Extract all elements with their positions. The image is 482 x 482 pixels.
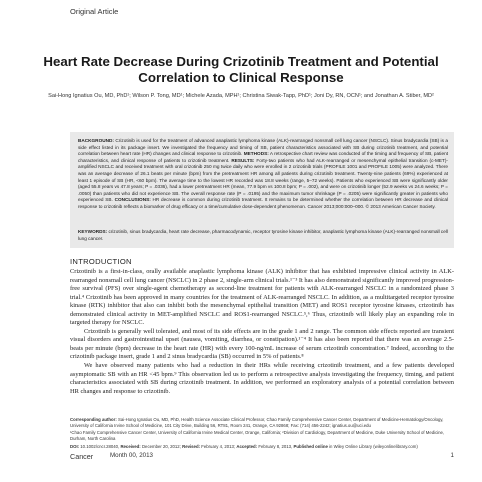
intro-paragraph-1: Crizotinib is a first-in-class, orally available anaplastic lymphoma kinase (ALK) inhibitor that has exhibited impressive clinical activity in ALK-rearranged nonsmall cell lung cancer (NSCLC) in 2 phase 2, single-arm clinical trials.¹⁻³ It has also demonstrated significantly improved progression-free survival (PFS) over single-agent chemotherapy as second-line treatment for patients with ALK-rearranged NSCLC in a randomized phase 3 trial.⁴ Crizotinib has been approved in many countries for the treatment of ALK-rearranged NSCLC. In addition, as a multitargeted receptor tyrosine kinase (RTK) inhibitor that also can inhibit both the mesenchymal epithelial transition (MET) and ROS1 receptor tyrosine kinases, crizotinib has demonstrated clinical activity in MET-amplified NSCLC and ROS1-rearranged NSCLC.⁵,⁶ Thus, crizotinib will likely play an expanding role in targeted therapy for NSCLC. — [70, 268, 454, 327]
affiliations: ¹Chao Family Comprehensive Cancer Center, University of California Irvine Medical Center, Orange, California; ²Division of Cardiology, Department of Medicine, Duke University School of Medicine, Durham, North Carolina — [70, 430, 445, 442]
keywords-label: KEYWORDS: — [78, 229, 108, 234]
results-text: Forty-two patients who had ALK-rearranged or mesenchymal epithelial transition (c-MET)-amplified NSCLC and received treatment with oral crizotinib 250 mg twice daily who were enrolled in 2 crizotinib trials (PROFILE 1001 and PROFILE 1005) were analyzed. There was an average decrease of 26.1 beats per minute (bpm) from the pretreatment HR among all patients during crizotinib treatment. Twenty-nine patients (69%) experienced at least 1 episode of SB (HR, <60 bpm). The average time to the lowest HR recorded was 18.8 weeks (range, 5–72 weeks). Patients who experienced SB were significantly older (aged 55.8 years vs 47.8 years; P = .0336), had a lower pretreatment HR (mean, 77.9 bpm vs 100.8 bpm; P = .002), and were on crizotinib longer (52.9 weeks vs 24.6 weeks; P = .0050) than patients who did not experience SB. The overall response rate (P = .0195) and the maximum tumor shrinkage (P = .0205) were significantly greater in patients who experienced SB. — [78, 157, 448, 203]
methods-label: METHODS: — [243, 151, 269, 157]
introduction-heading: INTRODUCTION — [70, 257, 132, 266]
abstract-text — [78, 138, 448, 211]
article-type-label: Original Article — [70, 7, 119, 16]
keywords — [78, 229, 448, 242]
abstract-box — [70, 132, 454, 248]
corresponding-author — [70, 417, 454, 428]
accepted-label: Accepted: — [236, 443, 258, 449]
corresponding-text: Sai-Hong Ignatius Ou, MD, PhD, Health Science Associate Clinical Professor, Chao Family Comprehensive Cancer Center, Department of Medicine-Hematology/Oncology, University of California Irvine School of Medicine, 101 City Drive, Building 56, RT81, Room 241, Orange, CA 92868; Fax: (714) 456-2242; ignatius.ou@uci.edu — [70, 417, 444, 428]
page-footer — [70, 452, 454, 462]
footer-journal-name: Cancer — [70, 452, 94, 461]
accepted-value: February 8, 2013, — [258, 443, 293, 449]
revised-label: Revised: — [182, 443, 201, 449]
author-list: Sai-Hong Ignatius Ou, MD, PhD¹; Wilson P. Tong, MD¹; Michele Azada, MPH¹; Christina Siwak-Tapp, PhD¹; Joni Dy, RN, OCN¹; and Jonathan A. Stiber, MD² — [48, 93, 434, 99]
article-history — [70, 444, 454, 450]
introduction-body — [70, 268, 454, 396]
abstract-citation: Cancer 2013;000:000–000. © 2013 American Cancer Society. — [307, 203, 436, 209]
conclusions-label: CONCLUSIONS: — [114, 197, 151, 203]
doi-label: DOI: — [70, 443, 80, 449]
article-title: Heart Rate Decrease During Crizotinib Treatment and Potential Correlation to Clinical Response — [43, 54, 439, 85]
keywords-text: crizotinib, sinus bradycardia, heart rate decrease, pharmacodynamic, receptor tyrosine kinase inhibitor, anaplastic lymphoma kinase (ALK)-rearranged nonsmall cell lung cancer. — [78, 229, 448, 241]
received-value: December 20, 2012; — [141, 443, 181, 449]
published-value: in Wiley Online Library (wileyonlinelibrary.com) — [329, 443, 418, 449]
received-label: Received: — [120, 443, 141, 449]
page-number: 1 — [450, 452, 454, 459]
doi-value: 10.1002/cncr.28040, — [80, 443, 120, 449]
conclusions-text: HR decrease is common during crizotinib treatment. It remains to be determined whether the correlation between HR decrease and clinical response to crizotinib reflects a biomarker of drug efficacy or a time/cumulative dose-dependent phenomenon. — [78, 197, 448, 209]
corresponding-label: Corresponding author: — [70, 417, 117, 422]
methods-text: A retrospective chart review was conducted of the timing and frequency of SB, patient characteristics, and clinical response of patients to crizotinib treatment. — [78, 151, 448, 163]
published-label: Published online — [293, 443, 328, 449]
revised-value: February 4, 2013; — [201, 443, 236, 449]
results-label: RESULTS: — [231, 157, 255, 163]
intro-paragraph-2: Crizotinib is generally well tolerated, and most of its side effects are in the grade 1 and 2 range. The common side effects reported are transient visual disorders and gastrointestinal upset (nausea, vomiting, diarrhea, or constipation).¹⁻⁴ It has also been reported that there was an average 2.5-beats per minute (bpm) decrease in the heart rate (HR) with every 100-ng/mL increase of serum crizotinib concentration.⁷ Indeed, according to the crizotinib package insert, grade 1 and 2 sinus bradycardia (SB) occurred in 5% of patients.⁸ — [70, 327, 454, 361]
footnotes — [70, 417, 454, 452]
background-label: BACKGROUND: — [78, 138, 114, 143]
footer-date: Month 00, 2013 — [110, 452, 154, 459]
intro-paragraph-3: We have observed many patients who had a reduction in their HRs while receiving crizotinib treatment, and a few patients developed asymptomatic SB with an HR <45 bpm.⁹ This observation led us to perform a retrospective analysis investigating the frequency, timing, and patient characteristics associated with SB during crizotinib treatment. In addition, we performed an exploratory analysis of a potential correlation between HR changes and response to crizotinib. — [70, 362, 454, 395]
background-text: Crizotinib is used for the treatment of advanced anaplastic lymphoma kinase (ALK)-rearranged nonsmall cell lung cancer (NSCLC). Sinus bradycardia (SB) is a side effect listed in its package insert. We investigated the frequency and timing of SB, patient characteristics associated with SB during crizotinib treatment, and potential correlation between heart rate (HR) changes and clinical response to crizotinib. — [78, 138, 448, 157]
